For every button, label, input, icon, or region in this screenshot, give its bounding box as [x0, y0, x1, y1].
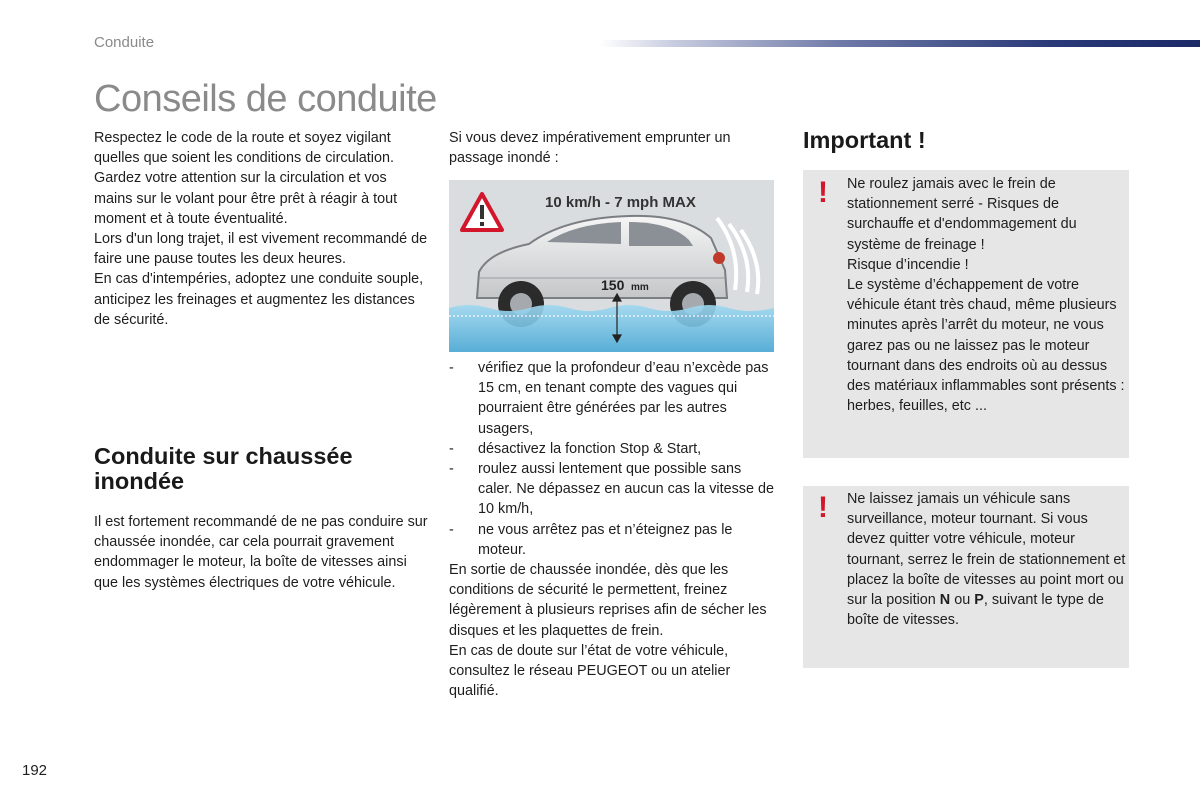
intro-paragraph: Lors d'un long trajet, il est vivement recommandé de faire une pause toutes les deux heures.: [94, 231, 428, 268]
list-item: [449, 520, 779, 560]
warning-text-mid: ou: [950, 592, 975, 609]
after-flood-paragraph: En sortie de chaussée inondée, dès que les conditions de sécurité le permettent, freinez légèrement à plusieurs reprises afin de sécher les disques et les plaquettes de frein.: [449, 562, 767, 639]
list-item: [449, 358, 779, 439]
section-label: Conduite: [94, 34, 155, 51]
warning-text: [847, 174, 1127, 416]
car-in-water-image: [449, 180, 774, 352]
list-item-text: ne vous arrêtez pas et n’éteignez pas le moteur.: [478, 521, 733, 558]
list-item: [449, 439, 779, 459]
flood-paragraph: Il est fortement recommandé de ne pas conduire sur chaussée inondée, car cela pourrait gravement endommager le moteur, la boîte de vitesses ainsi que les systèmes électriques de votre véhicule.: [94, 514, 428, 591]
depth-unit-label: mm: [631, 282, 649, 293]
bullet-dash: -: [449, 440, 454, 457]
intro-text: [94, 128, 429, 330]
after-flood-paragraph: En cas de doute sur l’état de votre véhicule, consultez le réseau PEUGEOT ou un atelier qualifié.: [449, 642, 731, 700]
header-gradient-bar: [600, 40, 1200, 47]
bullet-dash: -: [449, 360, 454, 376]
list-item: [449, 459, 779, 520]
flood-passage-intro: [449, 128, 779, 168]
gear-position-p: P: [974, 592, 984, 609]
warning-text: [847, 489, 1127, 630]
depth-value-label: 150: [601, 277, 625, 293]
list-item-text: désactivez la fonction Stop & Start,: [478, 440, 702, 457]
intro-paragraph: Respectez le code de la route et soyez vigilant quelles que soient les conditions de circulation.: [94, 130, 394, 167]
warning-text-end: , suivant le type de boîte de vitesses.: [847, 592, 1104, 629]
flood-text: [94, 512, 429, 593]
flooded-road-illustration: [449, 180, 774, 352]
warning-line: Risque d’incendie !: [847, 256, 969, 273]
intro-paragraph: En cas d'intempéries, adoptez une conduite souple, anticipez les freinages et augmentez les distances de sécurité.: [94, 271, 424, 328]
flood-passage-intro-text: Si vous devez impérativement emprunter un passage inondé :: [449, 130, 731, 167]
list-item-text: vérifiez que la profondeur d’eau n’excède pas 15 cm, en tenant compte des vagues qui pourraient être générées par les autres usagers,: [478, 360, 769, 437]
flood-passage-checklist: [449, 358, 779, 560]
exclamation-icon: !: [818, 491, 828, 524]
after-flood-text: [449, 560, 779, 701]
speed-limit-label: 10 km/h - 7 mph MAX: [545, 194, 696, 211]
warning-text-start: Ne laissez jamais un véhicule sans surveillance, moteur tournant. Si vous devez quitter votre véhicule, moteur tournant, serrez le frein de stationnement et placez la boîte de vitesses au point mort ou sur la position: [847, 491, 1126, 609]
water-area: [449, 305, 774, 352]
flood-heading: Conduite sur chaussée inondée: [94, 443, 353, 494]
bullet-dash: -: [449, 521, 454, 538]
warning-line: Ne roulez jamais avec le frein de stationnement serré - Risques de surchauffe et d'endommagement du système de freinage !: [847, 176, 1077, 253]
intro-paragraph: Gardez votre attention sur la circulation et vos mains sur le volant pour être prêt à réagir à tout moment et à toute éventualité.: [94, 170, 398, 227]
bullet-dash: -: [449, 461, 454, 478]
important-heading: Important !: [803, 127, 926, 153]
gear-position-n: N: [939, 592, 951, 609]
warning-box-unattended-vehicle: [803, 486, 1129, 668]
page-title: Conseils de conduite: [94, 78, 437, 120]
page-number: 192: [22, 762, 48, 779]
exclamation-icon: !: [818, 176, 828, 209]
warning-line: Le système d’échappement de votre véhicule étant très chaud, même plusieurs minutes après l’arrêt du moteur, ne vous garez pas ou ne laissez pas le moteur tournant dans des endroits où au dessus des matériaux inflammables sont présents : herbes, feuilles, etc ...: [847, 277, 1125, 415]
list-item-text: roulez aussi lentement que possible sans caler. Ne dépassez en aucun cas la vitesse de 10 km/h,: [478, 461, 774, 518]
warning-box-parking-brake: [803, 170, 1129, 458]
